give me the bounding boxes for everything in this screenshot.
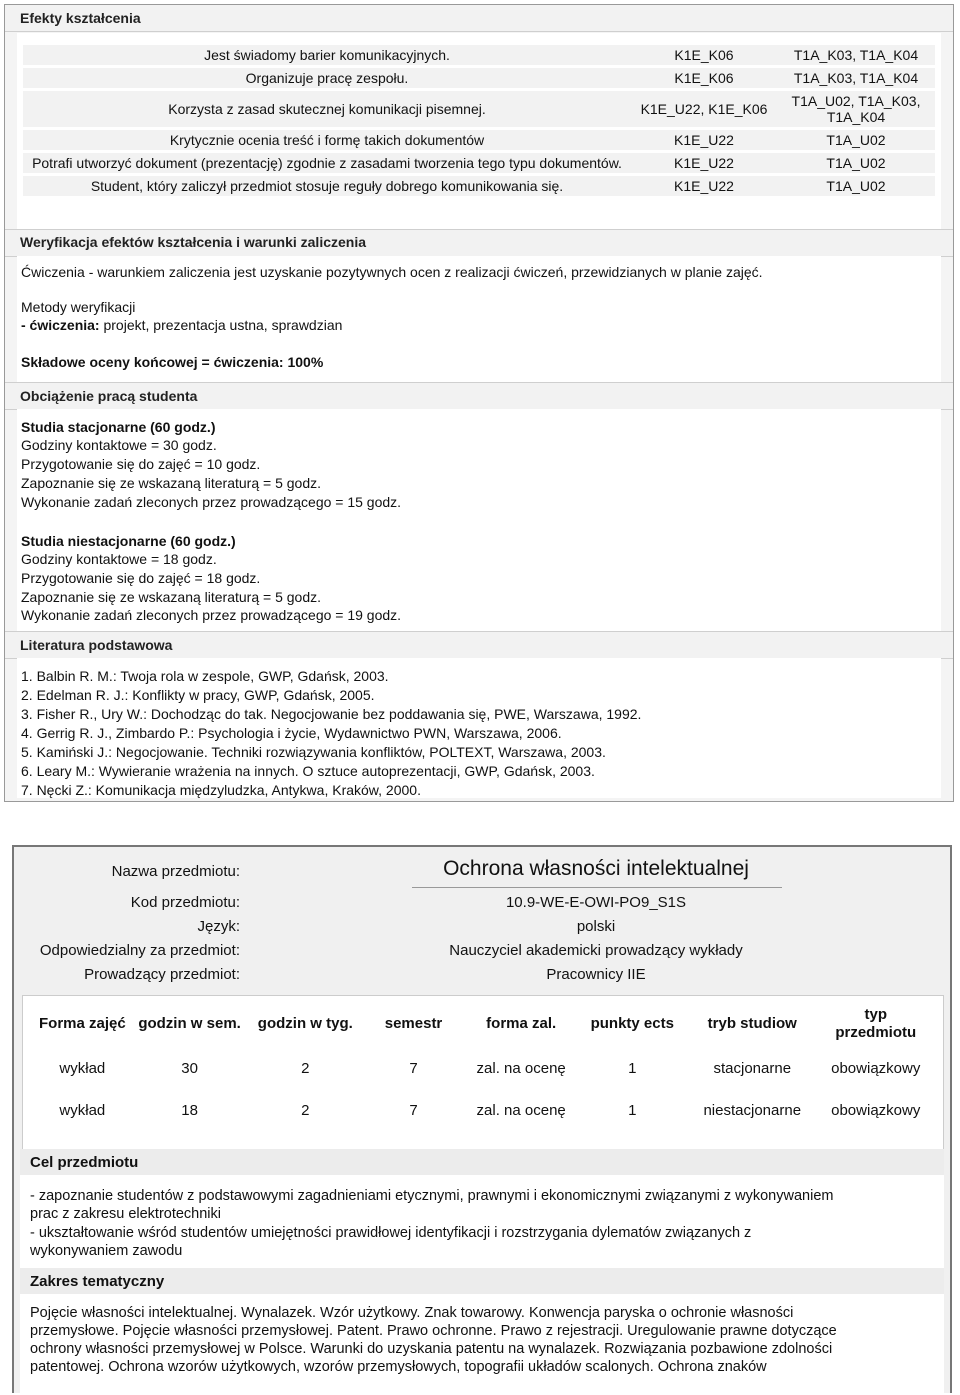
workload-title: Obciążenie pracą studenta: [20, 388, 198, 404]
goal-body: [20, 1175, 944, 1269]
literature-item: 4. Gerrig R. J., Zimbardo P.: Psychologia i życie, Wydawnictwo PWN, Warszawa, 2006.: [21, 725, 562, 741]
scope-line: ochrony własności przemysłowej w Polsce. Warunki do uzyskania patentu na wynalazek. Rozwiązania pozbawione zdolności: [30, 1341, 833, 1357]
schedule-column-header: semestr: [384, 1015, 443, 1032]
schedule-cell: wykład: [59, 1102, 106, 1119]
effect-area-code: T1A_K03, T1A_K04: [777, 45, 935, 65]
methods-line: [21, 316, 342, 335]
schedule-cell: zal. na ocenę: [476, 1102, 566, 1119]
course-lang: polski: [576, 918, 616, 935]
course-panel: [12, 845, 952, 1393]
literature-item: 2. Edelman R. J.: Konflikty w pracy, GWP, Gdańsk, 2005.: [21, 687, 375, 703]
course-lead-label: Prowadzący przedmiot:: [84, 966, 240, 983]
effect-description: Student, który zaliczył przedmiot stosuje reguły dobrego komunikowania się.: [23, 176, 631, 196]
schedule-column-header: typ przedmiotu: [835, 1006, 917, 1041]
stacjonarne-heading: Studia stacjonarne (60 godz.): [21, 419, 216, 435]
niestacjonarne-line-3: Zapoznanie się ze wskazaną literaturą = 5 godz.: [21, 589, 322, 605]
effect-direction-code: K1E_U22: [631, 153, 777, 173]
effect-description: Krytycznie ocenia treść i formę takich dokumentów: [23, 130, 631, 150]
effect-area-code: T1A_U02: [777, 130, 935, 150]
course-lead: Pracownicy IIE: [546, 966, 646, 983]
effect-area-code: T1A_U02: [777, 153, 935, 173]
course-lang-label: Język:: [197, 918, 240, 935]
effect-area-code: T1A_U02, T1A_K03, T1A_K04: [777, 91, 935, 127]
literature-item: 5. Kamiński J.: Negocjowanie. Techniki rozwiązywania konfliktów, POLTEXT, Warszawa, 2003.: [21, 744, 606, 760]
methods-title: Metody weryfikacji: [21, 299, 136, 315]
effect-row: [23, 176, 935, 196]
effect-description: Potrafi utworzyć dokument (prezentację) zgodnie z zasadami tworzenia tego typu dokumentów.: [23, 153, 631, 173]
literature-item: 7. Nęcki Z.: Komunikacja międzyludzka, Antykwa, Kraków, 2000.: [21, 782, 421, 798]
goal-line: wykonywaniem zawodu: [30, 1243, 183, 1259]
methods-rest: projekt, prezentacja ustna, sprawdzian: [99, 317, 343, 333]
schedule-column-header: punkty ects: [590, 1015, 674, 1032]
effect-row: [23, 153, 935, 173]
stacjonarne-line-2: Przygotowanie się do zajęć = 10 godz.: [21, 456, 261, 472]
schedule-column-header: forma zal.: [486, 1015, 557, 1032]
schedule-row: [33, 1048, 933, 1090]
literature-item: 6. Leary M.: Wywieranie wrażenia na innych. O sztuce autoprezentacji, GWP, Gdańsk, 2003.: [21, 763, 595, 779]
scope-line: Pojęcie własności intelektualnej. Wynalazek. Wzór użytkowy. Znak towarowy. Konwencja paryska o ochronie własności: [30, 1305, 794, 1321]
scope-title: Zakres tematyczny: [30, 1273, 165, 1290]
effect-description: Korzysta z zasad skutecznej komunikacji pisemnej.: [23, 91, 631, 127]
goal-title: Cel przedmiotu: [30, 1154, 139, 1171]
schedule-cell: 30: [181, 1060, 198, 1077]
schedule-row: [33, 1090, 933, 1132]
effects-title: Efekty kształcenia: [20, 10, 141, 26]
niestacjonarne-line-4: Wykonanie zadań zleconych przez prowadzącego = 19 godz.: [21, 607, 402, 623]
schedule-cell: obowiązkowy: [831, 1102, 921, 1119]
effect-area-code: T1A_K03, T1A_K04: [777, 68, 935, 88]
effect-direction-code: K1E_K06: [631, 68, 777, 88]
methods-bold: - ćwiczenia:: [21, 317, 100, 333]
effect-direction-code: K1E_U22: [631, 176, 777, 196]
schedule-cell: 7: [409, 1102, 418, 1119]
verification-text: Ćwiczenia - warunkiem zaliczenia jest uzyskanie pozytywnych ocen z realizacji ćwiczeń, przewidzianych w planie zajęć.: [21, 264, 763, 280]
schedule-cell: 7: [409, 1060, 418, 1077]
course-resp: Nauczyciel akademicki prowadzący wykłady: [449, 942, 743, 959]
schedule-cell: 1: [628, 1060, 637, 1077]
effect-row: [23, 91, 935, 127]
stacjonarne-line-4: Wykonanie zadań zleconych przez prowadzącego = 15 godz.: [21, 494, 402, 510]
effect-area-code: T1A_U02: [777, 176, 935, 196]
schedule-cell: niestacjonarne: [703, 1102, 802, 1119]
course-name: Ochrona własności intelektualnej: [443, 857, 749, 880]
schedule-cell: 2: [301, 1102, 310, 1119]
niestacjonarne-line-2: Przygotowanie się do zajęć = 18 godz.: [21, 570, 261, 586]
schedule-column-header: tryb studiow: [707, 1015, 797, 1032]
schedule-cell: zal. na ocenę: [476, 1060, 566, 1077]
course-resp-label: Odpowiedzialny za przedmiot:: [39, 942, 240, 959]
verification-header: [5, 229, 953, 257]
schedule-cell: 2: [301, 1060, 310, 1077]
effect-direction-code: K1E_U22, K1E_K06: [631, 91, 777, 127]
goal-line: - zapoznanie studentów z podstawowymi zagadnieniami etycznymi, prawnymi i ekonomicznymi związanymi z wykonywaniem: [30, 1188, 834, 1204]
scope-line: przemysłowe. Pojęcie własności przemysłowej. Patent. Prawo ochronne. Prawo z rejestracji. Uregulowanie prawne dotyczące: [30, 1323, 837, 1339]
scope-body: [20, 1294, 944, 1395]
literature-header: [5, 631, 953, 659]
course-code-label: Kod przedmiotu:: [130, 894, 240, 911]
course-code: 10.9-WE-E-OWI-PO9_S1S: [505, 894, 687, 911]
goal-line: prac z zakresu elektrotechniki: [30, 1206, 221, 1222]
schedule-table: [33, 1004, 933, 1132]
literature-title: Literatura podstawowa: [20, 637, 173, 653]
scope-line: patentowej. Ochrona wzorów użytkowych, wzorów przemysłowych, topografii układów scalonych. Ochrona znaków: [30, 1359, 767, 1375]
effect-row: [23, 68, 935, 88]
goal-header: [20, 1149, 944, 1175]
schedule-column-header: Forma zajęć: [39, 1015, 126, 1032]
effect-description: Jest świadomy barier komunikacyjnych.: [23, 45, 631, 65]
course-name-label: Nazwa przedmiotu:: [111, 863, 240, 880]
effect-row: [23, 130, 935, 150]
literature-item: 3. Fisher R., Ury W.: Dochodząc do tak. Negocjowanie bez poddawania się, PWE, Warszawa, 1992.: [21, 706, 642, 722]
schedule-cell: obowiązkowy: [831, 1060, 921, 1077]
niestacjonarne-heading: Studia niestacjonarne (60 godz.): [21, 533, 236, 549]
schedule-column-header: godzin w tyg.: [257, 1015, 353, 1032]
effects-panel: [4, 4, 954, 802]
effect-description: Organizuje pracę zespołu.: [23, 68, 631, 88]
effects-table: [23, 42, 935, 199]
schedule-cell: stacjonarne: [713, 1060, 792, 1077]
course-name-underline: [412, 887, 782, 888]
verification-title: Weryfikacja efektów kształcenia i warunki zaliczenia: [20, 234, 367, 250]
scope-header: [20, 1268, 944, 1294]
goal-line: - ukształtowanie wśród studentów umiejętności prawidłowej identyfikacji i rozstrzygania dylematów związanych z: [30, 1225, 752, 1241]
effects-header: [5, 5, 953, 32]
stacjonarne-line-1: Godziny kontaktowe = 30 godz.: [21, 437, 217, 453]
effect-row: [23, 45, 935, 65]
stacjonarne-line-3: Zapoznanie się ze wskazaną literaturą = 5 godz.: [21, 475, 322, 491]
final-grade: Składowe oceny końcowej = ćwiczenia: 100%: [21, 354, 324, 370]
workload-header: [5, 382, 953, 410]
effect-direction-code: K1E_U22: [631, 130, 777, 150]
niestacjonarne-line-1: Godziny kontaktowe = 18 godz.: [21, 551, 217, 567]
schedule-cell: wykład: [59, 1060, 106, 1077]
effect-direction-code: K1E_K06: [631, 45, 777, 65]
literature-item: 1. Balbin R. M.: Twoja rola w zespole, GWP, Gdańsk, 2003.: [21, 668, 389, 684]
schedule-cell: 18: [181, 1102, 198, 1119]
schedule-column-header: godzin w sem.: [138, 1015, 241, 1032]
schedule-cell: 1: [628, 1102, 637, 1119]
